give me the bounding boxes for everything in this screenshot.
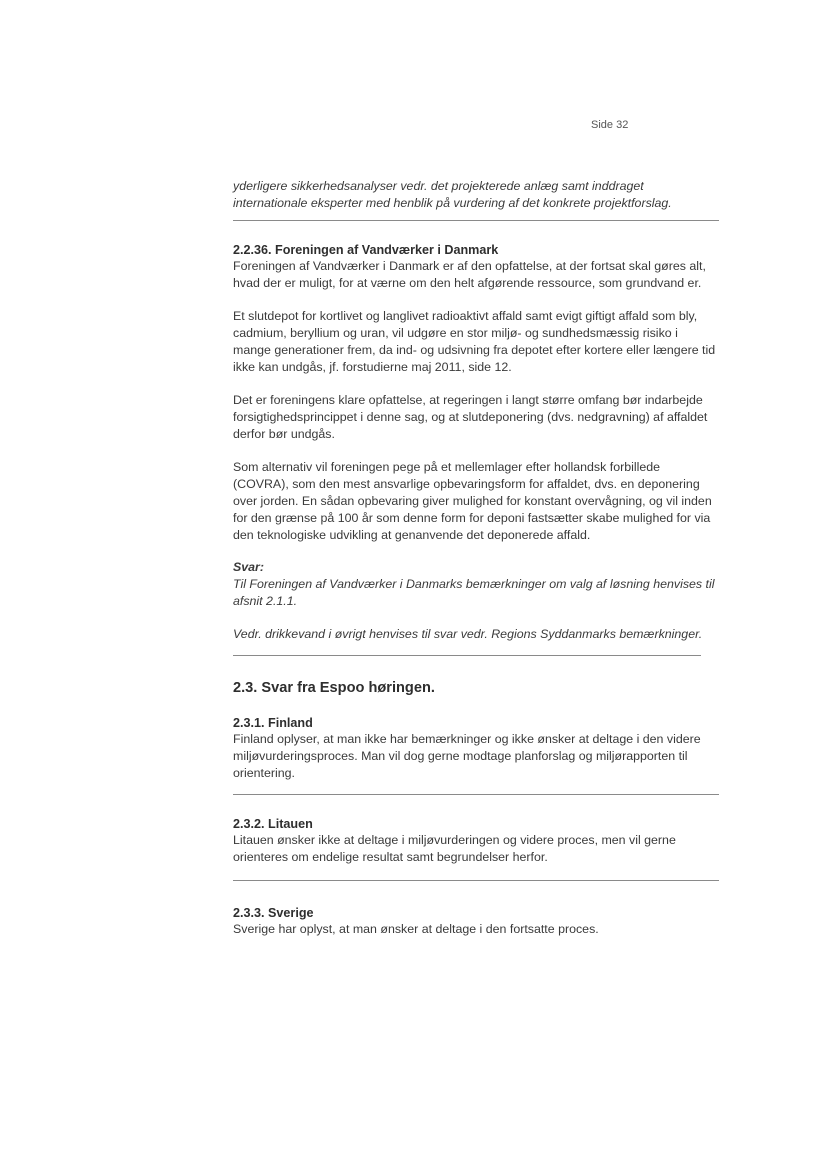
section-heading-2-3: 2.3. Svar fra Espoo høringen. <box>233 680 435 696</box>
answer-label: Svar: <box>233 560 264 574</box>
section-divider <box>233 655 701 656</box>
subsection-heading-finland: 2.3.1. Finland <box>233 716 313 730</box>
body-paragraph: Foreningen af Vandværker i Danmark er af den opfattelse, at der fortsat skal gøres alt, hvad der er muligt, for at værne om den helt afgørende ressource, som grundvand er. <box>233 259 706 290</box>
body-paragraph: Som alternativ vil foreningen pege på et mellemlager efter hollandsk forbillede (COVRA), som den mest ansvarlige opbevaringsform for affaldet, dvs. en deponering over jorden. En sådan opbevaring giver mulighed for konstant overvågning, og vil inden for den grænse på 100 år som denne form for deponi fastsætter skabe mulighed for via den teknologiske udvikling at genanvende det deponerede affald. <box>233 460 712 542</box>
section-heading-2-2-36: 2.2.36. Foreningen af Vandværker i Danmark <box>233 243 499 257</box>
section-divider <box>233 794 719 795</box>
intro-paragraph: yderligere sikkerhedsanalyser vedr. det projekterede anlæg samt inddraget internationale eksperter med henblik på vurdering af det konkrete projektforslag. <box>233 179 672 210</box>
subsection-heading-sverige: 2.3.3. Sverige <box>233 906 314 920</box>
answer-paragraph: Til Foreningen af Vandværker i Danmarks bemærkninger om valg af løsning henvises til afsnit 2.1.1. <box>233 577 715 608</box>
answer-paragraph: Vedr. drikkevand i øvrigt henvises til svar vedr. Regions Syddanmarks bemærkninger. <box>233 627 703 641</box>
subsection-heading-litauen: 2.3.2. Litauen <box>233 817 313 831</box>
page-number: Side 32 <box>591 119 629 131</box>
section-divider <box>233 220 719 221</box>
body-paragraph: Sverige har oplyst, at man ønsker at deltage i den fortsatte proces. <box>233 922 599 936</box>
body-paragraph: Det er foreningens klare opfattelse, at regeringen i langt større omfang bør indarbejde forsigtighedsprincippet i denne sag, og at slutdeponering (dvs. nedgravning) af affaldet derfor bør undgås. <box>233 393 708 441</box>
section-divider <box>233 880 719 881</box>
body-paragraph: Et slutdepot for kortlivet og langlivet radioaktivt affald samt evigt giftigt affald som bly, cadmium, beryllium og uran, vil udgøre en stor miljø- og sundhedsmæssig risiko i mange generationer frem, da ind- og udsivning fra depotet efter kortere eller længere tid ikke kan undgås, jf. forstudierne maj 2011, side 12. <box>233 309 716 374</box>
document-body <box>233 178 719 938</box>
body-paragraph: Finland oplyser, at man ikke har bemærkninger og ikke ønsker at deltage i den videre miljøvurderingsproces. Man vil dog gerne modtage planforslag og miljørapporten til orientering. <box>233 732 701 780</box>
body-paragraph: Litauen ønsker ikke at deltage i miljøvurderingen og videre proces, men vil gerne orienteres om endelige resultat samt begrundelser herfor. <box>233 833 676 864</box>
